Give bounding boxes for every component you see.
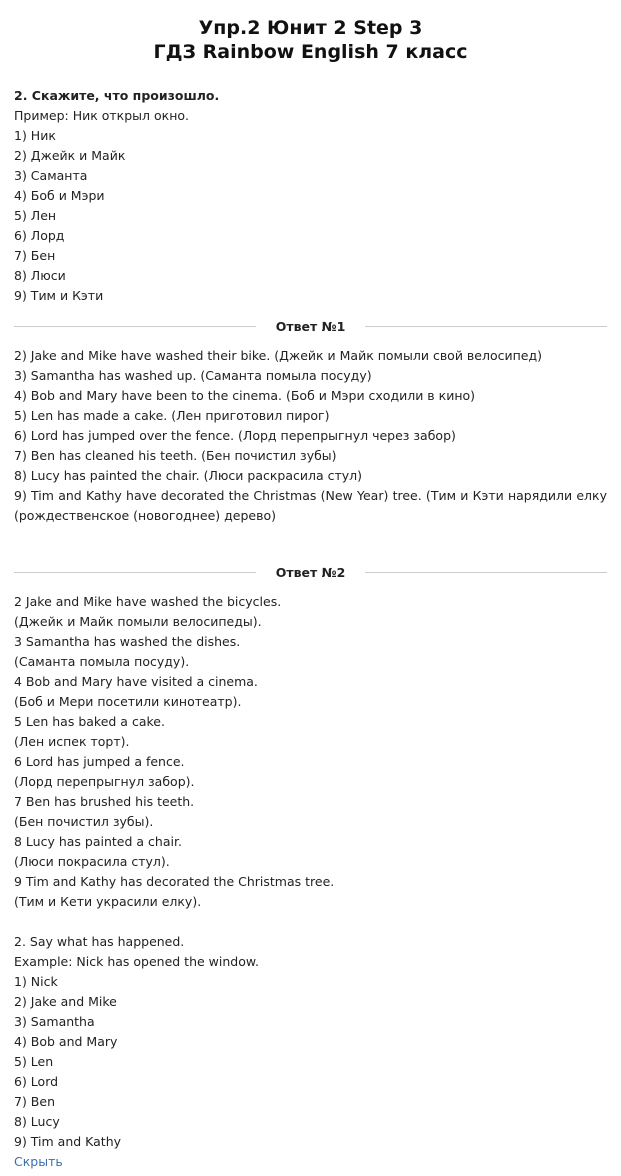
answer-2-line: (Люси покрасила стул). [14, 854, 170, 869]
answer-2-line: 3 Samantha has washed the dishes. [14, 634, 241, 649]
question-ru-item: 3) Саманта [14, 168, 88, 183]
divider-right [365, 572, 607, 573]
question-en-example: Example: Nick has opened the window. [14, 954, 259, 969]
question-ru-item: 7) Бен [14, 248, 56, 263]
answer-1-last-line: 9) Tim and Kathy have decorated the Christmas (New Year) tree. (Тим и Кэти нарядили елку (рождественское (новогоднее) дерево) [14, 488, 607, 523]
question-ru-item: 9) Тим и Кэти [14, 288, 104, 303]
question-ru-item: 4) Боб и Мэри [14, 188, 105, 203]
question-en-item: 7) Ben [14, 1094, 55, 1109]
answer-1-label: Ответ №1 [275, 318, 346, 334]
answer-2-line: 7 Ben has brushed his teeth. [14, 794, 195, 809]
answer-2-line: (Боб и Мери посетили кинотеатр). [14, 694, 242, 709]
answer-1-line: 7) Ben has cleaned his teeth. (Бен почистил зубы) [14, 448, 337, 463]
divider-right [365, 326, 607, 327]
answer-1-line: 8) Lucy has painted the chair. (Люси раскрасила стул) [14, 468, 363, 483]
question-ru-heading: 2. Скажите, что произошло. [14, 88, 220, 103]
answer-2-line: (Лен испек торт). [14, 734, 130, 749]
divider-left [14, 326, 256, 327]
question-ru-item: 1) Ник [14, 128, 56, 143]
page-title-line-1: Упр.2 Юнит 2 Step 3 [198, 17, 423, 39]
answer-2-line: 2 Jake and Mike have washed the bicycles. [14, 594, 282, 609]
answer-2-line: (Лорд перепрыгнул забор). [14, 774, 195, 789]
question-en-heading: 2. Say what has happened. [14, 934, 185, 949]
answer-1-line: 3) Samantha has washed up. (Саманта помыла посуду) [14, 368, 372, 383]
question-en-item: 1) Nick [14, 974, 58, 989]
question-ru-item: 6) Лорд [14, 228, 65, 243]
answer-2-line: (Саманта помыла посуду). [14, 654, 190, 669]
answer-1-header [14, 316, 607, 336]
answer-2-line: 6 Lord has jumped a fence. [14, 754, 185, 769]
answer-1-line: 5) Len has made a cake. (Лен приготовил пирог) [14, 408, 330, 423]
answer-2-line: 9 Tim and Kathy has decorated the Christmas tree. [14, 874, 335, 889]
question-ru [14, 86, 607, 306]
question-en-item: 4) Bob and Mary [14, 1034, 118, 1049]
answer-2-line: (Тим и Кети украсили елку). [14, 894, 202, 909]
hide-link[interactable]: Скрыть [14, 1154, 63, 1169]
answer-2-body [14, 592, 607, 912]
divider-left [14, 572, 256, 573]
question-en-item: 6) Lord [14, 1074, 59, 1089]
answer-1-body [14, 346, 607, 526]
question-en-item: 5) Len [14, 1054, 54, 1069]
question-ru-example: Пример: Ник открыл окно. [14, 108, 189, 123]
answer-1-line: 2) Jake and Mike have washed their bike. (Джейк и Майк помыли свой велосипед) [14, 348, 543, 363]
answer-2-header [14, 562, 607, 582]
page-title-line-2: ГДЗ Rainbow English 7 класс [153, 41, 468, 63]
question-ru-item: 5) Лен [14, 208, 57, 223]
answer-1-line: 4) Bob and Mary have been to the cinema. (Боб и Мэри сходили в кино) [14, 388, 476, 403]
answer-2-line: 8 Lucy has painted a chair. [14, 834, 182, 849]
question-en-item: 3) Samantha [14, 1014, 95, 1029]
question-ru-item: 8) Люси [14, 268, 66, 283]
answer-1-line: 6) Lord has jumped over the fence. (Лорд перепрыгнул через забор) [14, 428, 456, 443]
question-en-item: 2) Jake and Mike [14, 994, 117, 1009]
answer-2-line: 4 Bob and Mary have visited a cinema. [14, 674, 258, 689]
question-ru-item: 2) Джейк и Майк [14, 148, 126, 163]
answer-2-line: (Бен почистил зубы). [14, 814, 154, 829]
question-en-item: 9) Tim and Kathy [14, 1134, 122, 1149]
question-en-item: 8) Lucy [14, 1114, 60, 1129]
answer-2-label: Ответ №2 [275, 564, 346, 580]
answer-2-line: 5 Len has baked a cake. [14, 714, 165, 729]
question-en [14, 932, 607, 1172]
page-title [14, 0, 607, 64]
answer-2-line: (Джейк и Майк помыли велосипеды). [14, 614, 262, 629]
